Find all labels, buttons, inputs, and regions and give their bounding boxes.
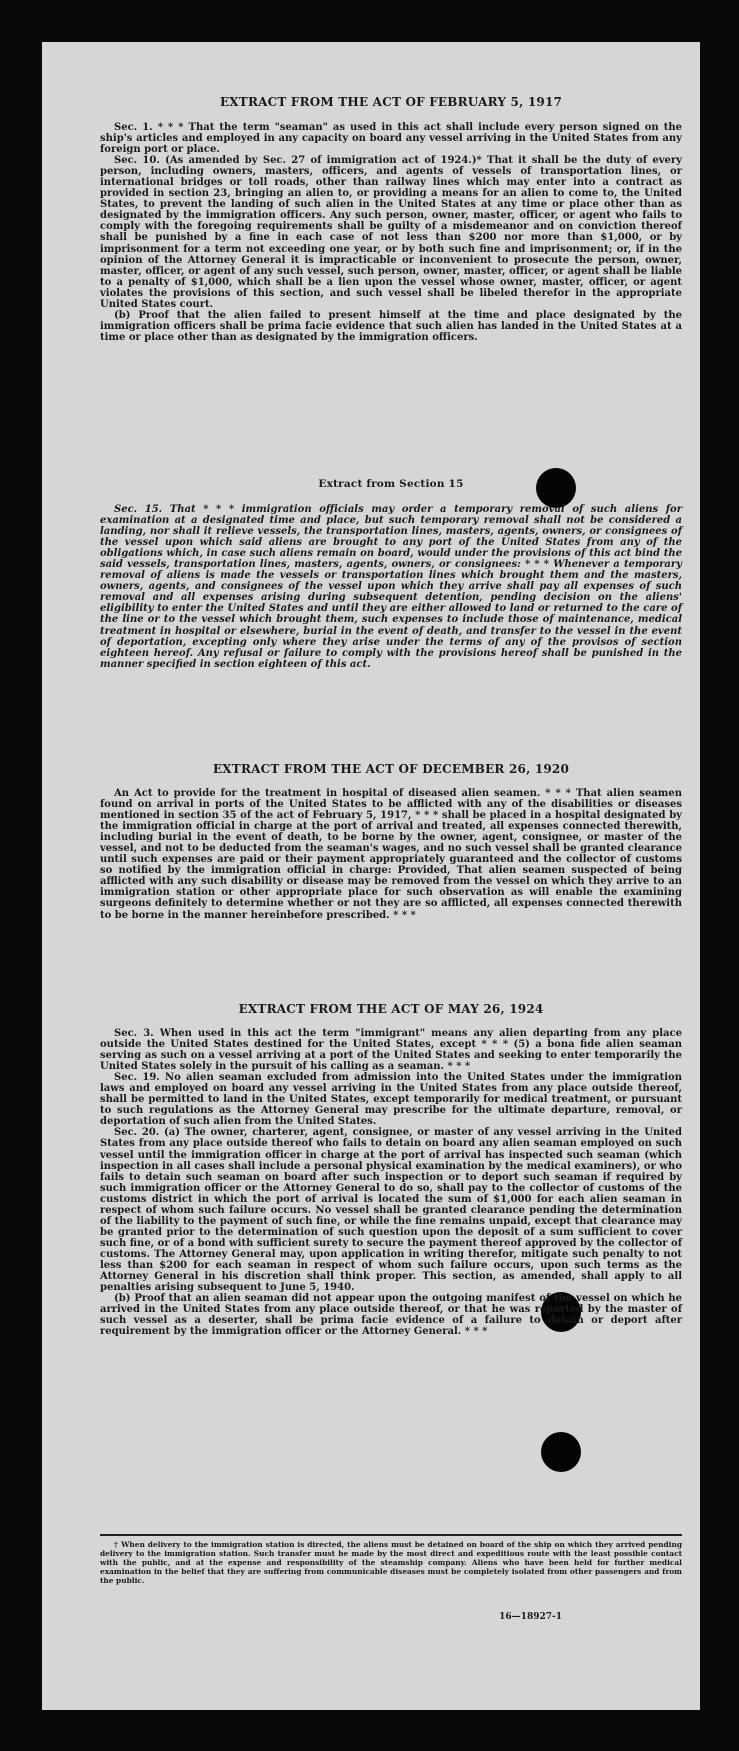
section-20: Sec. 20. (a) The owner, charterer, agent, consignee, or master of any vessel arriving in the United States from any place outside thereof who fails to detain on board any alien seaman employed on such vessel until the immigration officer in charge at the port of arrival has inspected such seaman (which inspection in all cases shall include a personal physical examination by the medical examiners), or who fails to detain such seaman on board after such inspection or to deport such seaman if required by such immigration officer or the Attorney General to do so, shall pay to the collector of customs of the customs district in which the port of arrival is located the sum of $1,000 for each alien seaman in respect of whom such failure occurs. No vessel shall be granted clearance pending the determination of the liability to the payment of such fine, or while the fine remains unpaid, except that clearance may be granted prior to the determination of such question upon the deposit of a sum sufficient to cover such fine, or of a bond with sufficient surety to secure the payment thereof approved by the collector of customs. The Attorney General may, upon application in writing therefor, mitigate such penalty to not less than $200 for each seaman in respect of whom such failure occurs, upon such terms as the Attorney General in his discretion shall think proper. This section, as amended, shall apply to all penalties arising subsequent to June 5, 1940. — [100, 1127, 682, 1294]
act-1920-text: An Act to provide for the treatment in hospital of diseased alien seamen. * * * That alien seamen found on arrival in ports of the United States to be afflicted with any of the disabilities or diseases mentioned in section 35 of the act of February 5, 1917, * * * shall be placed in a hospital designated by the immigration official in charge at the port of arrival and treated, all expenses connected therewith, including burial in the event of death, to be borne by the owner, agent, consignee, or master of the vessel, and not to be deducted from the seaman's wages, and no such vessel shall be granted clearance until such expenses are paid or their payment appropriately guaranteed and the collector of customs so notified by the immigration official in charge: Provided, That alien seamen suspected of being afflicted with any such disability or disease may be removed from the vessel on which they arrive to an immigration station or other appropriate place for such observation as will enable the examining surgeons definitely to determine whether or not they are so afflicted, all expenses connected therewith to be borne in the manner hereinbefore prescribed. * * * — [100, 788, 682, 921]
section-15: Sec. 15. That * * * immigration officials may order a temporary removal of such aliens for examination at a designated time and place, but such temporary removal shall not be considered a landing, nor shall it relieve vessels, the transportation lines, masters, agents, owners, or consignees of the vessel upon which said aliens are brought to any port of the United States from any of the obligations which, in case such aliens remain on board, would under the provisions of this act bind the said vessels, transportation lines, masters, agents, owners, or consignees: * * * Whenever a temporary removal of aliens is made the vessels or transportation lines which brought them and the masters, owners, agents, and consignees of the vessel upon which they arrive shall pay all expenses of such removal and all expenses arising during subsequent detention, pending decision on the aliens' eligibility to enter the United States and until they are either allowed to land or returned to the care of the line or to the vessel which brought them, such expenses to include those of maintenance, medical treatment in hospital or elsewhere, burial in the event of death, and transfer to the vessel in the event of deportation, excepting only where they arise under the terms of any of the provisos of section eighteen hereof. Any refusal or failure to comply with the provisions hereof shall be punished in the manner specified in section eighteen of this act. — [100, 504, 682, 670]
act-1924-block — [100, 1028, 682, 1337]
section-10: Sec. 10. (As amended by Sec. 27 of immigration act of 1924.)* That it shall be the duty of every person, including owners, masters, officers, and agents of vessels of transportation lines, or international bridges or toll roads, other than railway lines which may enter into a contract as provided in section 23, bringing an alien to, or providing a means for an alien to come to, the United States, to prevent the landing of such alien in the United States at any time or place other than as designated by the immigration officers. Any such person, owner, master, officer, or agent who fails to comply with the foregoing requirements shall be guilty of a misdemeanor and on conviction thereof shall be punished by a fine in each case of not less than $200 nor more than $1,000, or by imprisonment for a term not exceeding one year, or by both such fine and imprisonment; or, if in the opinion of the Attorney General it is impracticable or inconvenient to prosecute the person, owner, master, officer, or agent of any such vessel, such person, owner, master, officer, or agent shall be liable to a penalty of $1,000, which shall be a lien upon the vessel whose owner, master, officer, or agent violates the provisions of this section, and such vessel shall be libeled therefor in the appropriate United States court. — [100, 155, 682, 310]
footnote-divider — [100, 1534, 682, 1536]
section-15-block — [100, 504, 682, 670]
section-10-b: (b) Proof that the alien failed to present himself at the time and place designated by the immigration officers shall be prima facie evidence that such alien has landed in the United States at a time or place other than as designated by the immigration officers. — [100, 309, 682, 343]
act-1920-block — [100, 788, 682, 921]
heading-section-15: Extract from Section 15 — [318, 478, 464, 490]
form-number-block — [100, 1612, 682, 1622]
heading-act-1924: EXTRACT FROM THE ACT OF MAY 26, 1924 — [238, 1002, 544, 1016]
section-19: Sec. 19. No alien seaman excluded from admission into the United States under the immigration laws and employed on board any vessel arriving in the United States from any place outside thereof, shall be permitted to land in the United States, except temporarily for medical treatment, or pursuant to such regulations as the Attorney General may prescribe for the ultimate departure, removal, or deportation of such alien from the United States. — [100, 1072, 682, 1128]
heading-act-1917: EXTRACT FROM THE ACT OF FEBRUARY 5, 1917 — [219, 95, 563, 109]
punch-hole — [541, 1432, 581, 1472]
footnote: † When delivery to the immigration station is directed, the aliens must be detained on board of the ship on which they arrived pending delivery to the immigration station. Such transfer must be made by the most direct and expeditious route with the least possible contact with the public, and at the expense and responsibility of the steamship company. Aliens who have been held for further medical examination in the belief that they are suffering from communicable diseases must be completely isolated from other passengers and from the public. — [100, 1540, 682, 1585]
document-page — [42, 42, 700, 1710]
section-3: Sec. 3. When used in this act the term "immigrant" means any alien departing from any place outside the United States destined for the United States, except * * * (5) a bona fide alien seaman serving as such on a vessel arriving at a port of the United States and seeking to enter temporarily the United States solely in the pursuit of his calling as a seaman. * * * — [100, 1028, 682, 1073]
section-block-1917 — [100, 122, 682, 343]
section-20-b: (b) Proof that an alien seaman did not appear upon the outgoing manifest of the vessel on which he arrived in the United States from any place outside thereof, or that he was reported by the master of such vessel as a deserter, shall be prima facie evidence of a failure to detain or deport after requirement by the immigration officer or the Attorney General. * * * — [100, 1293, 682, 1338]
heading-act-1920: EXTRACT FROM THE ACT OF DECEMBER 26, 1920 — [212, 762, 570, 776]
footnote-block — [100, 1540, 682, 1585]
section-1: Sec. 1. * * * That the term "seaman" as used in this act shall include every person signed on the ship's articles and employed in any capacity on board any vessel arriving in the United States from any foreign port or place. — [100, 122, 682, 156]
form-number: 16—18927-1 — [499, 1612, 562, 1622]
